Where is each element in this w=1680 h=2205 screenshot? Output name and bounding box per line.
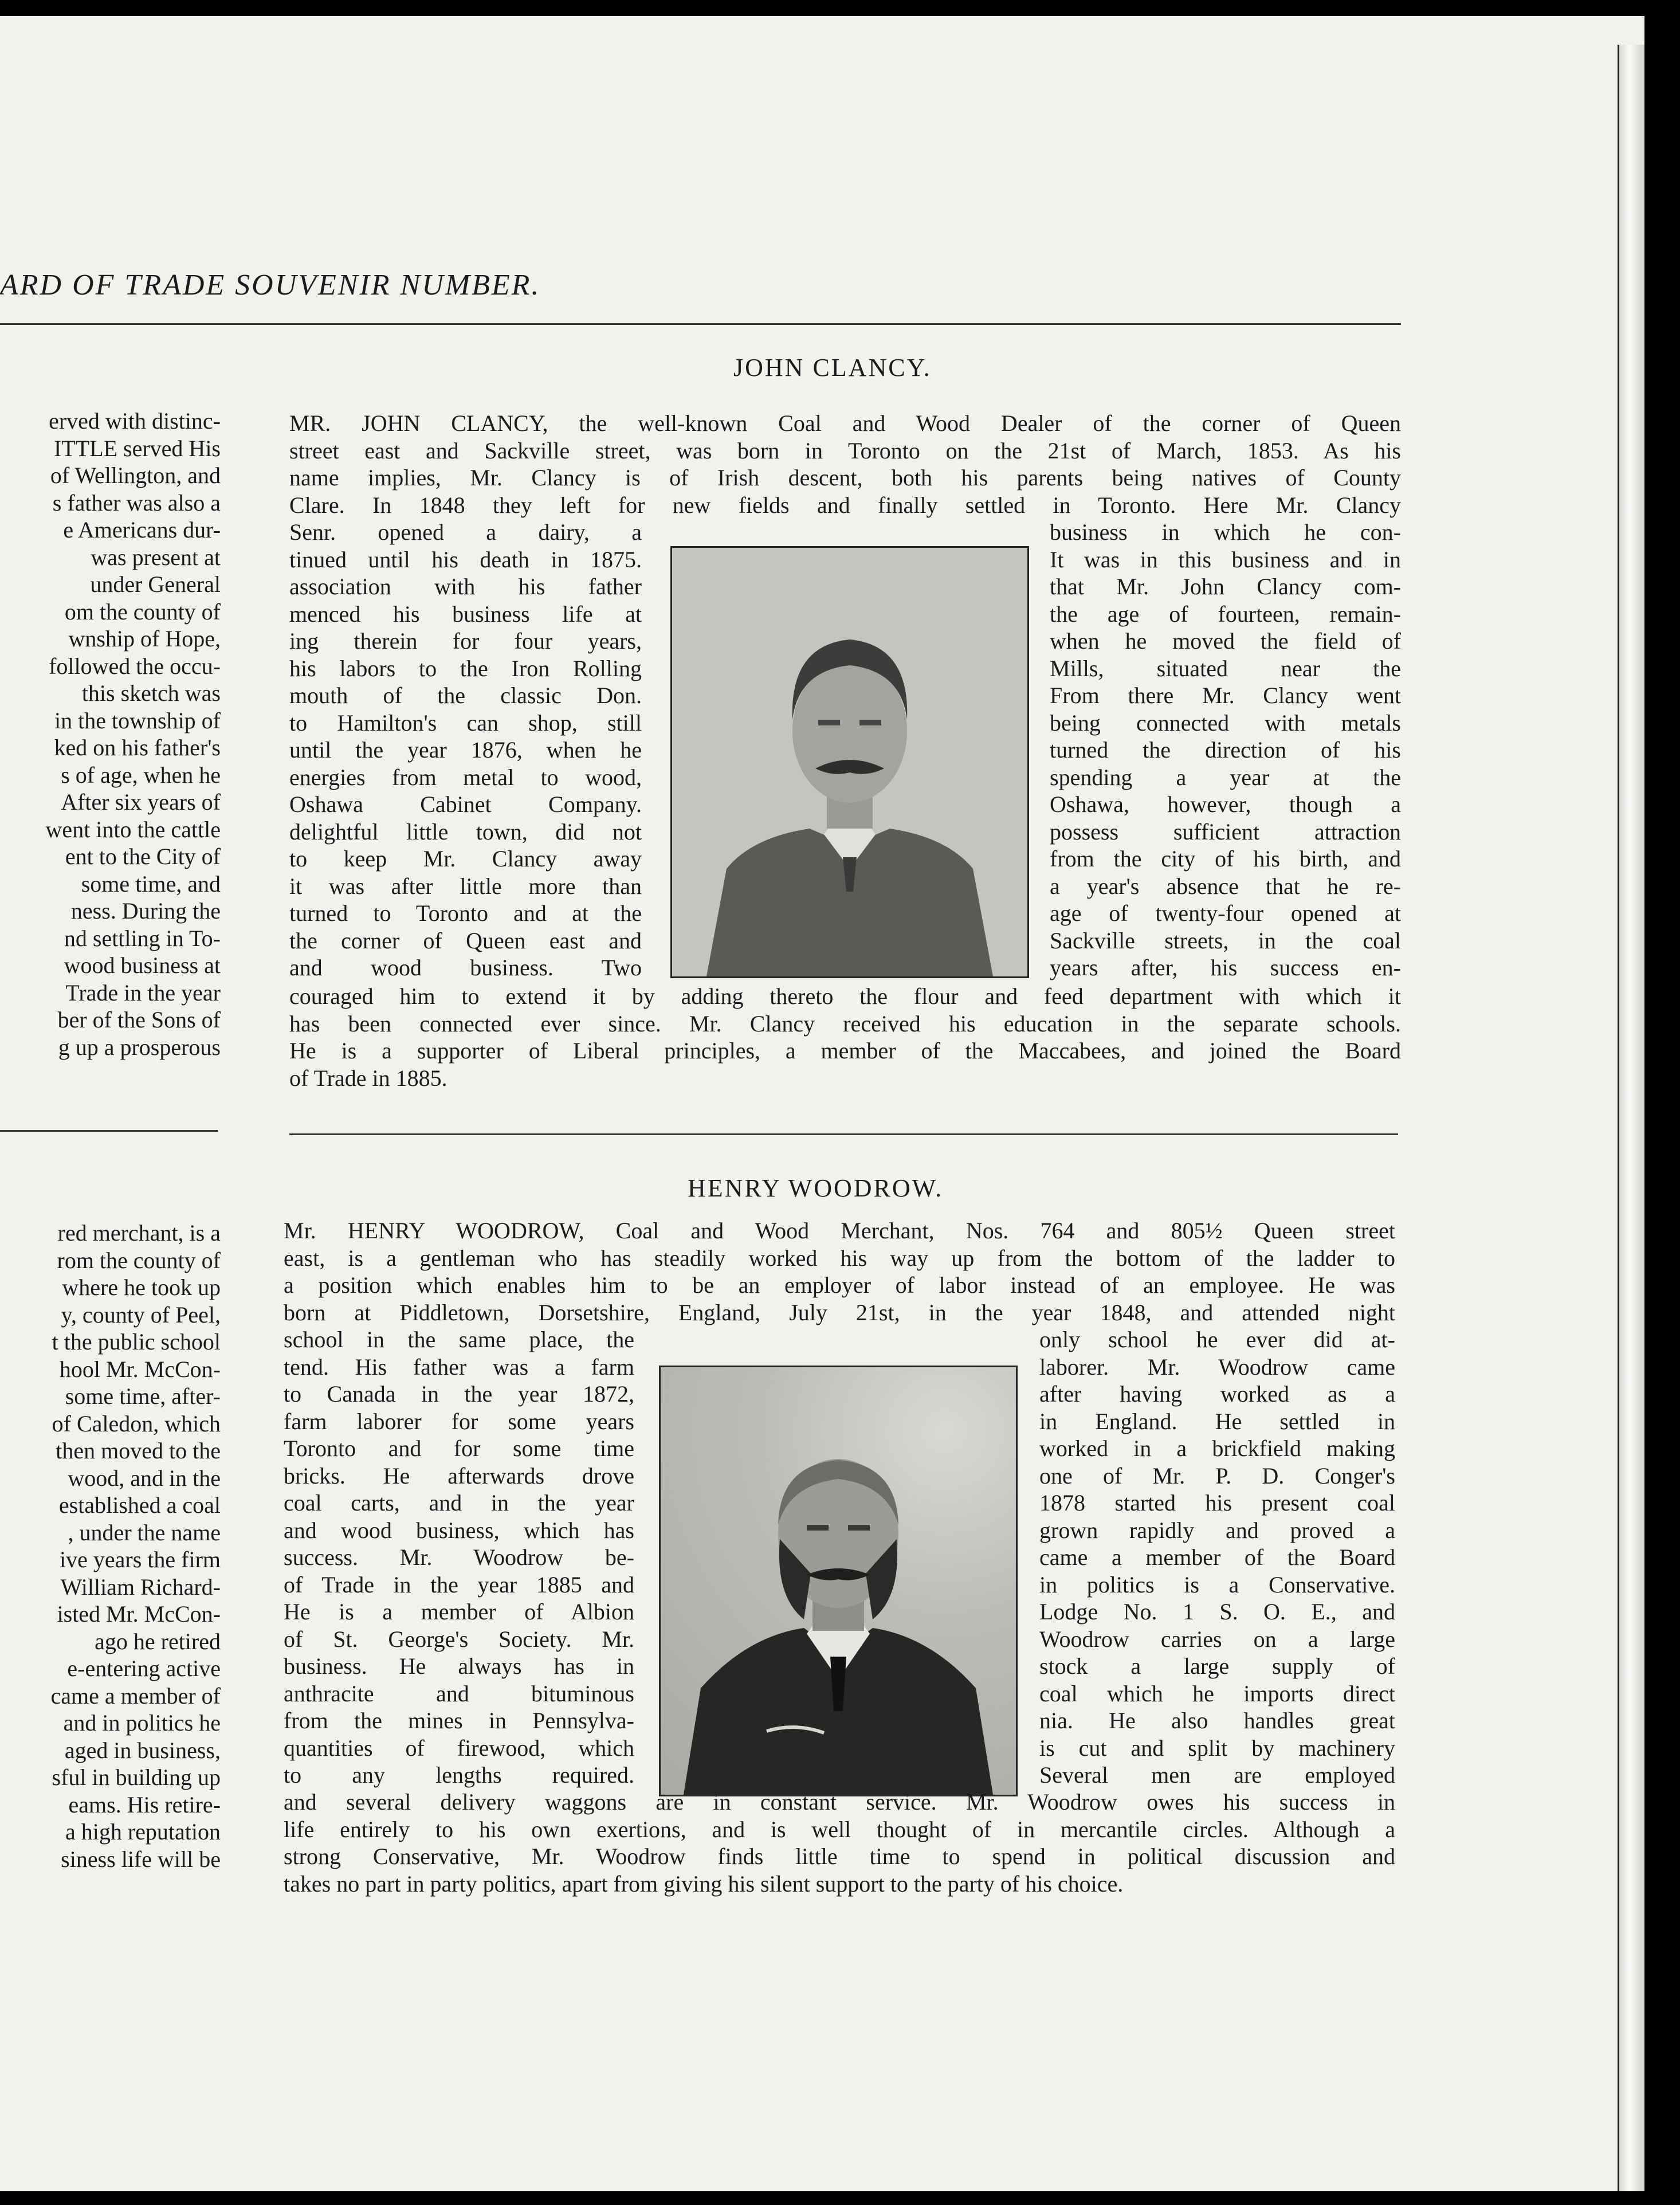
text-line: menced his business life at — [289, 601, 642, 627]
woodrow-paragraph-bottom — [284, 1788, 1395, 1897]
text-line: the age of fourteen, remain- — [1050, 601, 1401, 627]
text-line: and wood business. Two — [289, 955, 642, 980]
text-line: From there Mr. Clancy went — [1050, 682, 1401, 708]
text-line: red merchant, is a — [57, 1220, 221, 1246]
text-line: He is a member of Albion — [284, 1599, 634, 1625]
text-line: from the city of his birth, and — [1050, 846, 1401, 872]
text-line: came a member of — [50, 1682, 221, 1709]
text-line: wnship of Hope, — [68, 626, 221, 652]
text-line: ked on his father's — [54, 735, 221, 760]
text-line: ITTLE served His — [53, 435, 221, 461]
text-line: this sketch was — [81, 680, 221, 706]
text-line: nia. He also handles great — [1039, 1708, 1395, 1733]
text-line: hool Mr. McCon- — [59, 1356, 221, 1382]
text-line: Mr. HENRY WOODROW, Coal and Wood Merchant, Nos. 764 and 805½ Queen street — [284, 1218, 1395, 1243]
text-line: possess sufficient attraction — [1050, 818, 1401, 845]
text-line: in politics is a Conservative. — [1039, 1571, 1395, 1598]
text-line: eams. His retire- — [68, 1791, 221, 1818]
woodrow-paragraph-left — [284, 1326, 634, 1789]
clancy-paragraph-left — [289, 519, 642, 982]
text-line: rom the county of — [57, 1247, 221, 1273]
text-line: quantities of firewood, which — [284, 1735, 634, 1761]
text-line: e-entering active — [67, 1655, 221, 1681]
scanned-page — [0, 16, 1644, 2191]
text-line: one of Mr. P. D. Conger's — [1039, 1462, 1395, 1489]
text-line: , under the name — [68, 1519, 221, 1545]
text-line: grown rapidly and proved a — [1039, 1517, 1395, 1543]
text-line: Mills, situated near the — [1050, 655, 1401, 681]
text-line: coal carts, and in the year — [284, 1490, 634, 1516]
text-line: in the township of — [54, 707, 221, 733]
text-line: s of age, when he — [61, 762, 221, 788]
text-line: worked in a brickfield making — [1039, 1435, 1395, 1461]
text-line: He is a supporter of Liberal principles, a member of the Maccabees, and joined the Board — [289, 1038, 1401, 1064]
text-line: y, county of Peel, — [61, 1301, 221, 1328]
text-line: a year's absence that he re- — [1050, 873, 1401, 899]
text-line: of Wellington, and — [50, 462, 221, 488]
text-line: ness. During the — [70, 898, 221, 924]
text-line: from the mines in Pennsylva- — [284, 1708, 634, 1733]
text-line: some time, and — [81, 870, 221, 897]
text-line: It was in this business and in — [1050, 546, 1401, 572]
text-line: Oshawa Cabinet Company. — [289, 791, 642, 817]
text-line: Several men are employed — [1039, 1762, 1395, 1788]
text-line: some time, after- — [65, 1383, 221, 1409]
text-line: his labors to the Iron Rolling — [289, 655, 642, 681]
text-line: coal which he imports direct — [1039, 1680, 1395, 1706]
text-line: s father was also a — [52, 489, 221, 516]
text-line: t the public school — [52, 1329, 221, 1355]
text-line: turned to Toronto and at the — [289, 900, 642, 926]
text-line: of Caledon, which — [52, 1410, 221, 1437]
text-line: Trade in the year — [65, 979, 221, 1006]
text-line: siness life will be — [61, 1846, 221, 1872]
text-line: couraged him to extend it by adding thereto the flour and feed department with which it — [289, 983, 1401, 1009]
text-line: has been connected ever since. Mr. Clancy received his education in the separate schools. — [289, 1010, 1401, 1037]
text-line: it was after little more than — [289, 873, 642, 899]
text-line: to Hamilton's can shop, still — [289, 709, 642, 736]
text-line: Sackville streets, in the coal — [1050, 927, 1401, 954]
text-line: of St. George's Society. Mr. — [284, 1626, 634, 1652]
text-line: east, is a gentleman who has steadily worked his way up from the bottom of the ladder to — [284, 1245, 1395, 1271]
text-line: association with his father — [289, 574, 642, 599]
left-column-top — [0, 407, 221, 1061]
portrait-photo-clancy — [670, 546, 1029, 978]
text-line: ent to the City of — [65, 843, 221, 869]
text-line: erved with distinc- — [49, 408, 221, 434]
woodrow-paragraph-top — [284, 1217, 1395, 1326]
text-line: mouth of the classic Don. — [289, 682, 642, 708]
text-line: spending a year at the — [1050, 764, 1401, 790]
text-line: was present at — [91, 544, 221, 570]
text-line: Woodrow carries on a large — [1039, 1626, 1395, 1652]
text-line: laborer. Mr. Woodrow came — [1039, 1353, 1395, 1380]
text-line: strong Conservative, Mr. Woodrow finds little time to spend in political discussion and — [284, 1843, 1395, 1869]
text-line: Toronto and for some time — [284, 1435, 634, 1461]
text-line: followed the occu- — [49, 653, 221, 679]
text-line: established a coal — [58, 1492, 221, 1518]
text-line: is cut and split by machinery — [1039, 1735, 1395, 1761]
article-heading-clancy: JOHN CLANCY. — [733, 354, 932, 382]
text-line: success. Mr. Woodrow be- — [284, 1544, 634, 1570]
text-line: age of twenty-four opened at — [1050, 900, 1401, 926]
text-line: only school he ever did at- — [1039, 1327, 1395, 1352]
text-line: om the county of — [64, 598, 221, 625]
text-line: 1878 started his present coal — [1039, 1490, 1395, 1516]
text-line: that Mr. John Clancy com- — [1050, 574, 1401, 599]
text-line: where he took up — [62, 1274, 221, 1300]
text-line: ive years the firm — [60, 1547, 221, 1572]
text-line: name implies, Mr. Clancy is of Irish descent, both his parents being natives of County — [289, 465, 1401, 491]
text-line: Oshawa, however, though a — [1050, 791, 1401, 817]
woodrow-paragraph-right — [1039, 1326, 1395, 1789]
text-line: turned the direction of his — [1050, 737, 1401, 763]
text-line: g up a prosperous — [58, 1034, 221, 1060]
text-line: farm laborer for some years — [284, 1408, 634, 1434]
running-head: ARD OF TRADE SOUVENIR NUMBER. — [0, 269, 541, 301]
text-line: takes no part in party politics, apart from giving his silent support to the party of his choice. — [284, 1870, 1124, 1897]
text-line: sful in building up — [52, 1764, 221, 1790]
text-line: a position which enables him to be an employer of labor instead of an employee. He was — [284, 1272, 1395, 1298]
text-line: a high reputation — [65, 1819, 221, 1845]
text-line: to any lengths required. — [284, 1762, 634, 1788]
text-line: Senr. opened a dairy, a — [289, 519, 642, 545]
text-line: business in which he con- — [1050, 519, 1401, 545]
text-line: tend. His father was a farm — [284, 1353, 634, 1380]
text-line: e Americans dur- — [63, 517, 221, 543]
text-line: being connected with metals — [1050, 709, 1401, 736]
text-line: in England. He settled in — [1039, 1408, 1395, 1434]
text-line: street east and Sackville street, was born in Toronto on the 21st of March, 1853. As his — [289, 437, 1401, 464]
text-line: life entirely to his own exertions, and is well thought of in mercantile circles. Although a — [284, 1816, 1395, 1842]
left-column-rule — [0, 1130, 218, 1132]
text-line: after having worked as a — [1039, 1381, 1395, 1407]
text-line: tinued until his death in 1875. — [289, 546, 642, 572]
text-line: and in politics he — [63, 1710, 221, 1736]
text-line: and wood business, which has — [284, 1517, 634, 1543]
text-line: to Canada in the year 1872, — [284, 1381, 634, 1407]
text-line: bricks. He afterwards drove — [284, 1462, 634, 1489]
text-line: to keep Mr. Clancy away — [289, 846, 642, 872]
text-line: isted Mr. McCon- — [57, 1601, 221, 1627]
text-line: came a member of the Board — [1039, 1544, 1395, 1570]
text-line: ago he retired — [95, 1628, 221, 1654]
text-line: then moved to the — [56, 1438, 221, 1464]
text-line: MR. JOHN CLANCY, the well-known Coal and Wood Dealer of the corner of Queen — [289, 410, 1401, 436]
text-line: when he moved the field of — [1050, 628, 1401, 654]
text-line: under General — [90, 571, 221, 597]
text-line: wood, and in the — [68, 1465, 221, 1491]
text-line: ing therein for four years, — [289, 628, 642, 654]
text-line: delightful little town, did not — [289, 818, 642, 845]
clancy-paragraph-right — [1050, 519, 1401, 982]
text-line: born at Piddletown, Dorsetshire, England, July 21st, in the year 1848, and attended night — [284, 1299, 1395, 1325]
text-line: aged in business, — [64, 1737, 221, 1763]
text-line: the corner of Queen east and — [289, 927, 642, 954]
text-line: and several delivery waggons are in constant service. Mr. Woodrow owes his success in — [284, 1789, 1395, 1815]
clancy-paragraph-top — [289, 410, 1401, 519]
adjacent-page-edge — [1618, 45, 1644, 2191]
text-line: ber of the Sons of — [57, 1007, 221, 1033]
header-rule — [0, 323, 1401, 325]
text-line: anthracite and bituminous — [284, 1680, 634, 1706]
text-line: William Richard- — [60, 1574, 221, 1600]
portrait-photo-woodrow — [659, 1366, 1018, 1796]
text-line: stock a large supply of — [1039, 1653, 1395, 1679]
text-line: of Trade in 1885. — [289, 1065, 448, 1091]
text-line: After six years of — [61, 789, 221, 815]
text-line: school in the same place, the — [284, 1327, 634, 1352]
clancy-paragraph-bottom — [289, 983, 1401, 1092]
text-line: Lodge No. 1 S. O. E., and — [1039, 1599, 1395, 1625]
left-column-bottom — [0, 1219, 221, 1873]
text-line: energies from metal to wood, — [289, 764, 642, 790]
text-line: of Trade in the year 1885 and — [284, 1571, 634, 1598]
text-line: Clare. In 1848 they left for new fields and finally settled in Toronto. Here Mr. Clancy — [289, 492, 1401, 518]
text-line: years after, his success en- — [1050, 955, 1401, 980]
text-line: nd settling in To- — [64, 925, 221, 951]
section-divider-rule — [289, 1133, 1398, 1135]
article-heading-woodrow: HENRY WOODROW. — [688, 1174, 944, 1202]
text-line: business. He always has in — [284, 1653, 634, 1679]
text-line: went into the cattle — [45, 816, 221, 842]
text-line: until the year 1876, when he — [289, 737, 642, 763]
text-line: wood business at — [64, 952, 221, 978]
